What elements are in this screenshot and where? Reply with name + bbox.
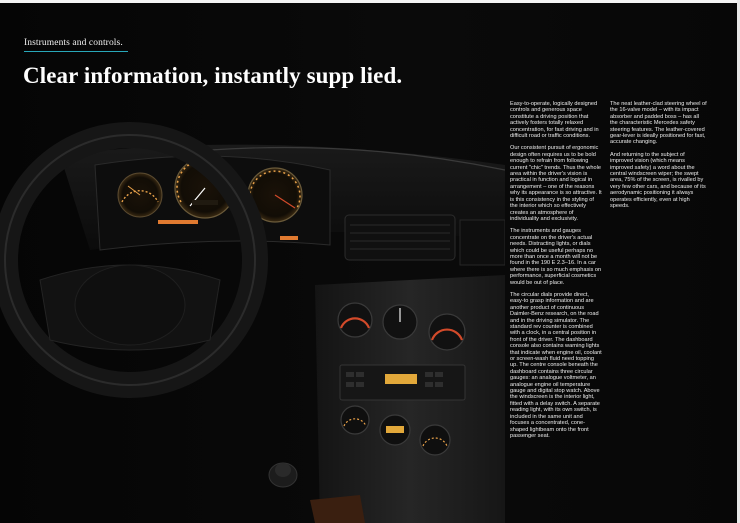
lower-console-detail bbox=[310, 495, 365, 523]
radio-display bbox=[385, 374, 417, 384]
dashboard-illustration bbox=[0, 110, 505, 523]
paper-edge-top bbox=[0, 0, 740, 3]
voltmeter-gauge bbox=[341, 406, 369, 434]
paragraph: Our consistent pursuit of ergonomic design often requires us to be bold enough to refrain from following current "chic" trends. Thus the whole area within the driver's vision is practical in function and logical in arrangement – one of the reasons why its appearance is so attractive. It is this consistency in the styling of the interior which so effectively creates an atmosphere of individuality and exclusivity. bbox=[510, 145, 602, 222]
paragraph: The neat leather-clad steering wheel of the 16-valve model – with its impact absorber and padded boss – has all the characteristic Mercedes safety steering features. The leather-covered gear-lever is ideally positioned for fast, accurate changing. bbox=[610, 101, 707, 146]
left-gauge bbox=[118, 173, 162, 217]
paragraph: The instruments and gauges concentrate on the driver's actual needs. Distracting lights, or dials which could be useful perhaps no more than once a month will not be found in the 190 E 2.3–16. In a car where there is so much emphasis on performance, superficial cosmetics would be out of place. bbox=[510, 228, 602, 286]
section-underline bbox=[24, 51, 128, 52]
page-headline: Clear information, instantly supp lied. bbox=[23, 63, 403, 88]
text-column-1 bbox=[510, 101, 603, 445]
oil-temperature-gauge bbox=[420, 425, 450, 455]
center-vents bbox=[345, 215, 455, 260]
text-column-2 bbox=[610, 101, 708, 216]
gear-lever bbox=[269, 463, 297, 487]
paragraph: The circular dials provide direct, easy-to grasp information and are another product of continuous Daimler-Benz research, on the road and in the driving simulator. The standard rev counter is combined with a clock, in a central position in front of the driver. The dashboard console also contains warning lights that indicate when engine oil, coolant or screen-wash fluid need topping up. The centre console beneath the dashboard contains three circular gauges: an analogue voltmeter, an analogue engine oil temperature gauge and digital stop watch. Above the windscreen is the interior light, fitted with a delay switch. A separate reading light, with its own switch, is included in the same unit and focuses a concentrated, cone-shaped lightbeam onto the front passenger seat. bbox=[510, 291, 602, 439]
dashboard-photo bbox=[0, 110, 505, 523]
climate-dial-left bbox=[338, 303, 372, 337]
paragraph: Easy-to-operate, logically designed controls and generous space constitute a driving position that actively fosters totally relaxed concentration, for fast driving and in difficult road or traffic conditions. bbox=[510, 101, 599, 140]
climate-dial-center bbox=[383, 305, 417, 339]
warning-lights-strip bbox=[158, 220, 198, 224]
climate-dial-right bbox=[429, 314, 465, 350]
warning-lights-strip-2 bbox=[280, 236, 298, 240]
right-vent bbox=[460, 220, 505, 265]
stopwatch-gauge bbox=[380, 415, 410, 445]
section-label: Instruments and controls. bbox=[24, 38, 123, 48]
paragraph: And returning to the subject of improved vision (which means improved safety) a word about the central windscreen wiper; the swept area, 75% of the screen, is rivalled by very few other cars, and because of its aerodynamic positioning it always operates efficiently, even at high speeds. bbox=[610, 151, 706, 210]
